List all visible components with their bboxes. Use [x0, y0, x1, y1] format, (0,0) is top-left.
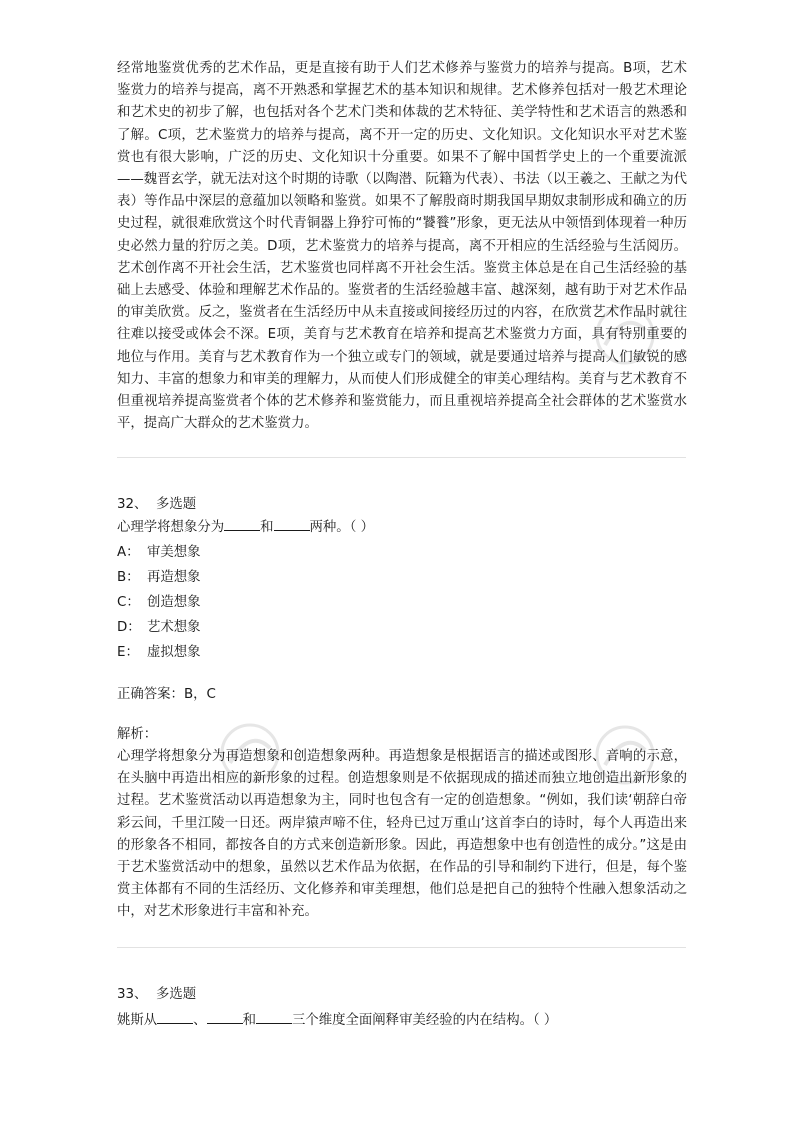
q32-analysis-label: 解析： — [117, 727, 158, 742]
q32-stem: 心理学将想象分为 和 两种。（ ） — [117, 520, 375, 535]
q32-answer — [117, 684, 216, 706]
divider-2 — [117, 947, 686, 948]
answer-label: 正确答案： — [117, 687, 184, 702]
q33-number: 33 — [117, 987, 135, 1002]
blank — [157, 1011, 193, 1024]
answer-value: B，C — [183, 687, 216, 702]
blank — [207, 1011, 243, 1024]
q32-number: 32 — [117, 497, 135, 512]
q32-analysis — [117, 746, 687, 924]
blank — [274, 518, 310, 531]
option-b[interactable]: B： 再造想象 — [117, 570, 201, 585]
q32-header — [117, 494, 196, 516]
blank — [256, 1011, 292, 1024]
intro-block — [117, 58, 687, 435]
q32-type: 多选题 — [155, 497, 197, 512]
q32-separator: 、 — [134, 497, 148, 512]
q33-type: 多选题 — [155, 987, 197, 1002]
q33-stem: 姚斯从 、 和 三个维度全面阐释审美经验的内在结构。（ ） — [117, 1013, 558, 1028]
analysis-paragraph: 心理学将想象分为再造想象和创造想象两种。再造想象是根据语言的描述或图形、音响的示意，在头脑中再造出相应的新形象的过程。创造想象则是不依据现成的描述而独立地创造出新形象的过程。艺术鉴赏活动以再造想象为主，同时也包含有一定的创造想象。“例如，我们读‘朝辞白帝彩云间，千里江陵一日还。两岸猿声啼不住，轻舟已过万重山’这首李白的诗时，每个人再造出来的形象各不相同，都按各自的方式来创造新形象。因此，再造想象中也有创造性的成分。”这是由于艺术鉴赏活动中的想象，虽然以艺术作品为依据，在作品的引导和制约下进行，但是，每个鉴赏主体都有不同的生活经历、文化修养和审美理想，他们总是把自己的独特个性融入想象活动之中，对艺术形象进行丰富和补充。 — [117, 749, 687, 920]
intro-paragraph: 经常地鉴赏优秀的艺术作品，更是直接有助于人们艺术修养与鉴赏力的培养与提高。B项，艺术鉴赏力的培养与提高，离不开熟悉和掌握艺术的基本知识和规律。艺术修养包括对一般艺术理论和艺术史的初步了解，也包括对各个艺术门类和体裁的艺术特征、美学特性和艺术语言的熟悉和了解。C项，艺术鉴赏力的培养与提高，离不开一定的历史、文化知识。文化知识水平对艺术鉴赏也有很大影响，广泛的历史、文化知识十分重要。如果不了解中国哲学史上的一个重要流派——魏晋玄学，就无法对这个时期的诗歌（以陶潜、阮籍为代表）、书法（以王羲之、王献之为代表）等作品中深层的意蕴加以领略和鉴赏。如果不了解殷商时期我国早期奴隶制形成和确立的历史过程，就很难欣赏这个时代青铜器上狰狞可怖的“饕餮”形象，更无法从中领悟到体现着一种历史必然力量的狞厉之美。D项，艺术鉴赏力的培养与提高，离不开相应的生活经验与生活阅历。艺术创作离不开社会生活，艺术鉴赏也同样离不开社会生活。鉴赏主体总是在自己生活经验的基础上去感受、体验和理解艺术作品的。鉴赏者的生活经验越丰富、越深刻，越有助于对艺术作品的审美欣赏。反之，鉴赏者在生活经历中从未直接或间接经历过的内容，在欣赏艺术作品时就往往难以接受或体会不深。E项，美育与艺术教育在培养和提高艺术鉴赏力方面，具有特别重要的地位与作用。美育与艺术教育作为一个独立或专门的领域，就是要通过培养与提高人们敏锐的感知力、丰富的想象力和审美的理解力，从而使人们形成健全的审美心理结构。美育与艺术教育不但重视培养提高鉴赏者个体的艺术修养和鉴赏能力，而且重视培养提高全社会群体的艺术鉴赏水平，提高广大群众的艺术鉴赏力。 — [117, 61, 687, 432]
q33-header — [117, 984, 196, 1006]
blank — [224, 518, 260, 531]
option-c[interactable]: C： 创造想象 — [117, 595, 201, 610]
option-a[interactable]: A： 审美想象 — [117, 545, 201, 560]
option-d[interactable]: D： 艺术想象 — [117, 620, 201, 635]
option-e[interactable]: E： 虚拟想象 — [117, 645, 201, 660]
q33-separator: 、 — [134, 987, 148, 1002]
divider-1 — [117, 457, 686, 458]
